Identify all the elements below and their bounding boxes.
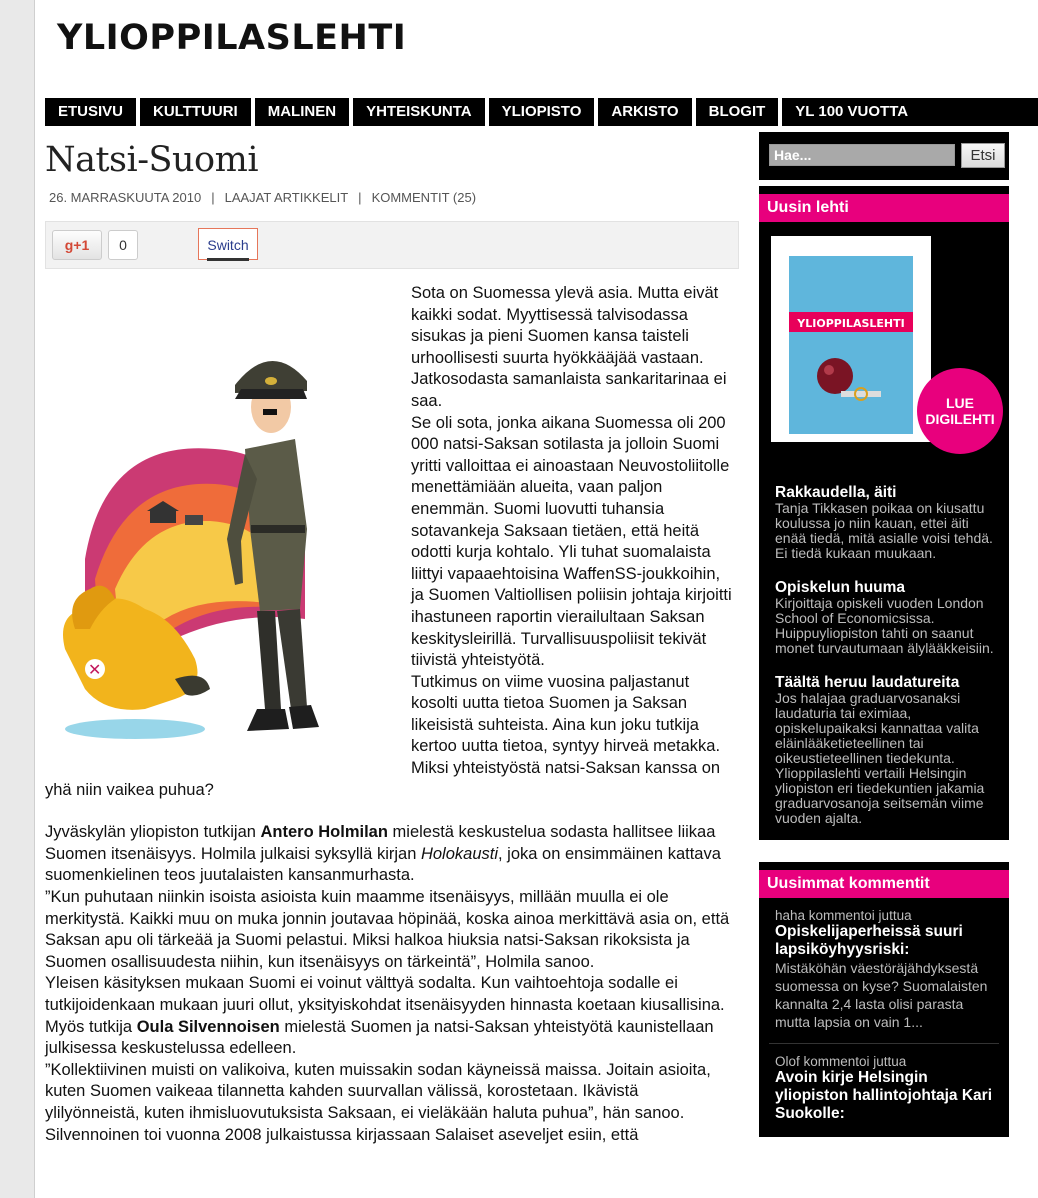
book-title: Holokausti [420, 844, 499, 863]
article-paragraph: ”Kun puhutaan niinkin isoista asioista kuin maamme itsenäisyys, millään muulla ei ole merkitystä. Kaikki muu on muka jonnin joutavaa höpinää, koska ainoa merkittävä asia on, että Saksan apu oli tärkeää ja Suomi pelastui. Miksi halkoa hiuksia natsi-Saksan rikoksista ja Suomen osallisuudesta niihin, kun itsenäisyys on tärkeintä”, Holmila sanoo. [45, 888, 730, 971]
search-box [759, 132, 1009, 180]
sidebar-post-title[interactable]: Täältä heruu laudatureita [775, 674, 960, 691]
article [45, 140, 741, 1146]
google-plus-button[interactable] [52, 230, 102, 260]
share-bar [45, 221, 739, 269]
article-category-link[interactable]: LAAJAT ARTIKKELIT [224, 190, 349, 205]
nav-item-kulttuuri[interactable]: KULTTUURI [140, 98, 255, 126]
google-plus-icon: g [64, 237, 74, 253]
person-name: Antero Holmilan [260, 823, 388, 842]
article-paragraph [45, 1017, 737, 1060]
widget-title: Uusimmat kommentit [759, 870, 1009, 898]
sidebar-post-excerpt: Jos halajaa graduarvosanaksi laudaturia tai eximiaa, opiskelupaikaksi kannattaa valita eläinlääketieteellinen tai oikeustieteellinen tiedekunta. Ylioppilaslehti vertaili Helsingin yliopiston eri tiedekuntien jakamia graduarvosanoja seitsemän viime vuoden ajalta. [775, 690, 985, 826]
sidebar-post [759, 579, 1009, 656]
article-paragraph [45, 822, 737, 887]
sidebar-post-title[interactable]: Rakkaudella, äiti [775, 484, 897, 501]
article-paragraph: Sota on Suomessa ylevä asia. Mutta eivät kaikki sodat. Myyttisessä talvisodassa sisukas ja pieni Suomen kansa taisteli urhoollisesti suurta hyökkääjää vastaan. Jatkosodasta samanlaista sankaritarinaa ei saa. [411, 284, 727, 410]
article-paragraph: Yleisen käsityksen mukaan Suomi ei voinut välttyä sodalta. Kun vaihtoehtoja sodalle ei tutkijoidenkaan mukaan juuri ollut, yksityiskohdat itsenäisyyden hinnasta koetaan kiusallisina. [45, 974, 725, 1014]
nav-item-etusivu[interactable]: ETUSIVU [45, 98, 140, 126]
nav-item-yhteiskunta[interactable]: YHTEISKUNTA [353, 98, 489, 126]
sidebar-post-excerpt: Kirjoittaja opiskeli vuoden London School of Economicsissa. Huippuyliopiston tahti on saanut monet turvautumaan älylääkkeisiin. [775, 595, 994, 656]
comment-post-link[interactable]: Avoin kirje Helsingin yliopiston hallintojohtaja Kari Suokolle: [775, 1069, 993, 1122]
latest-issue-widget [759, 186, 1009, 840]
svg-text:✕: ✕ [88, 660, 102, 679]
paragraph-text: Jyväskylän yliopiston tutkijan [45, 823, 261, 842]
nav-item-yliopisto[interactable]: YLIOPISTO [489, 98, 599, 126]
paragraph-text: mielestä keskustelua sodasta hallitsee liikaa Suomen itsenäisyys. Holmila julkaisi syksyllä kirjan [45, 823, 716, 863]
article-paragraph: Se oli sota, jonka aikana Suomessa oli 200 000 natsi-Saksan sotilasta ja jolloin Suomi yritti valloittaa ei ainoastaan Neuvostoliitolle menettämiään alueita, vaan paljon enemmän. Suomi luovutti tuhansia sotavankeja Saksaan tietäen, että heitä odotti kurja kohtalo. Yli tuhat suomalaista liittyi vapaaehtoisina WaffenSS-joukkoihin, ja Suomen Valtiollisen poliisin johtaja kirjoitti ihastuneen raportin vierailultaan Saksan keskitysleirillä. Turvallisuuspoliisit tekivät tiivistä yhteistyötä. [411, 413, 732, 670]
recent-comments-widget [759, 862, 1009, 1137]
article-illustration [45, 289, 397, 769]
comments-link[interactable]: KOMMENTIT (25) [371, 190, 477, 205]
sidebar-post-title[interactable]: Opiskelun huuma [775, 579, 906, 596]
main-nav [45, 98, 1038, 126]
comment-author: Olof kommentoi juttua [775, 1054, 907, 1069]
switch-button[interactable]: Switch [198, 228, 258, 260]
search-input[interactable] [769, 144, 955, 166]
sidebar-post [759, 484, 1009, 561]
article-paragraph: ”Kollektiivinen muisti on valikoiva, kuten muissakin sodan käyneissä maissa. Joitain asioita, kuten Suomen vaikeaa tilannetta kahden suurvallan välissä, korostetaan. Ikävistä ylilyönneistä, kuten ihmisluovutuksista Saksaan, ei vieläkään haluta puhua”, hän sanoo. [45, 1060, 711, 1122]
read-button-line: DIGILEHTI [925, 411, 995, 427]
article-paragraph: Tutkimus on viime vuosina paljastanut kosolti uutta tietoa Suomen ja Saksan likeisistä suhteista. Aina kun joku tutkija kertoo uutta tietoa, syntyy hirveä metakka. Miksi yhteistyöstä natsi-Saksan kanssa on yhä niin vaikea puhua? [45, 672, 721, 799]
article-date: 26. MARRASKUUTA 2010 [49, 190, 202, 205]
google-plus-count: 0 [108, 230, 138, 260]
divider [769, 1043, 999, 1044]
read-button-line: LUE [945, 395, 974, 411]
article-content [45, 283, 737, 1146]
sidebar [759, 132, 1009, 1137]
sidebar-post [759, 674, 1009, 826]
person-name: Oula Silvennoisen [136, 1017, 280, 1036]
article-title: Natsi-Suomi [45, 140, 259, 180]
paragraph-text: mielestä Suomen ja natsi-Saksan yhteistyötä kaunistellaan julkisessa keskustelussa edelleen. [45, 1017, 714, 1058]
meta-separator: | [358, 190, 362, 205]
google-plus-label: +1 [73, 237, 90, 253]
nav-item-arkisto[interactable]: ARKISTO [598, 98, 695, 126]
paragraph-text: Myös tutkija [45, 1017, 137, 1036]
comment-item [759, 1054, 1009, 1123]
comment-author: haha kommentoi juttua [775, 908, 912, 923]
cover-area [759, 232, 1009, 466]
nav-item-blogit[interactable]: BLOGIT [696, 98, 783, 126]
sidebar-post-excerpt: Tanja Tikkasen poikaa on kiusattu koulussa jo niin kauan, ettei äiti enää tiedä, mitä asialle voisi tehdä. Ei tiedä kukaan muukaan. [775, 500, 993, 561]
nav-item-malinen[interactable]: MALINEN [255, 98, 353, 126]
nav-item-yl100[interactable]: YL 100 VUOTTA [795, 103, 909, 120]
widget-title: Uusin lehti [759, 194, 1009, 222]
paragraph-text: , joka on ensimmäinen kattava suomenkielinen teos juutalaisten kansanmurhasta. [45, 844, 721, 885]
cover-logo: YLIOPPILASLEHTI [797, 317, 905, 330]
article-meta [45, 190, 741, 205]
article-paragraph: Silvennoinen toi vuonna 2008 julkaistussa kirjassaan Salaiset aseveljet esiin, että [45, 1125, 639, 1144]
read-digilehti-button[interactable] [917, 368, 1003, 454]
site-logo[interactable]: YLIOPPILASLEHTI [57, 18, 407, 58]
meta-separator: | [211, 190, 215, 205]
magazine-cover[interactable] [771, 236, 931, 442]
comment-excerpt: Mistäköhän väestöräjähdyksestä suomessa on kyse? Suomalaisten kannalta 2,4 lasta olisi parasta mutta lapsia on vain 1... [775, 960, 988, 1030]
comment-post-link[interactable]: Opiskelijaperheissä suuri lapsiköyhyysriski: [775, 923, 963, 958]
page [34, 0, 1038, 1198]
search-button[interactable]: Etsi [961, 143, 1005, 168]
comment-item [759, 908, 1009, 1031]
